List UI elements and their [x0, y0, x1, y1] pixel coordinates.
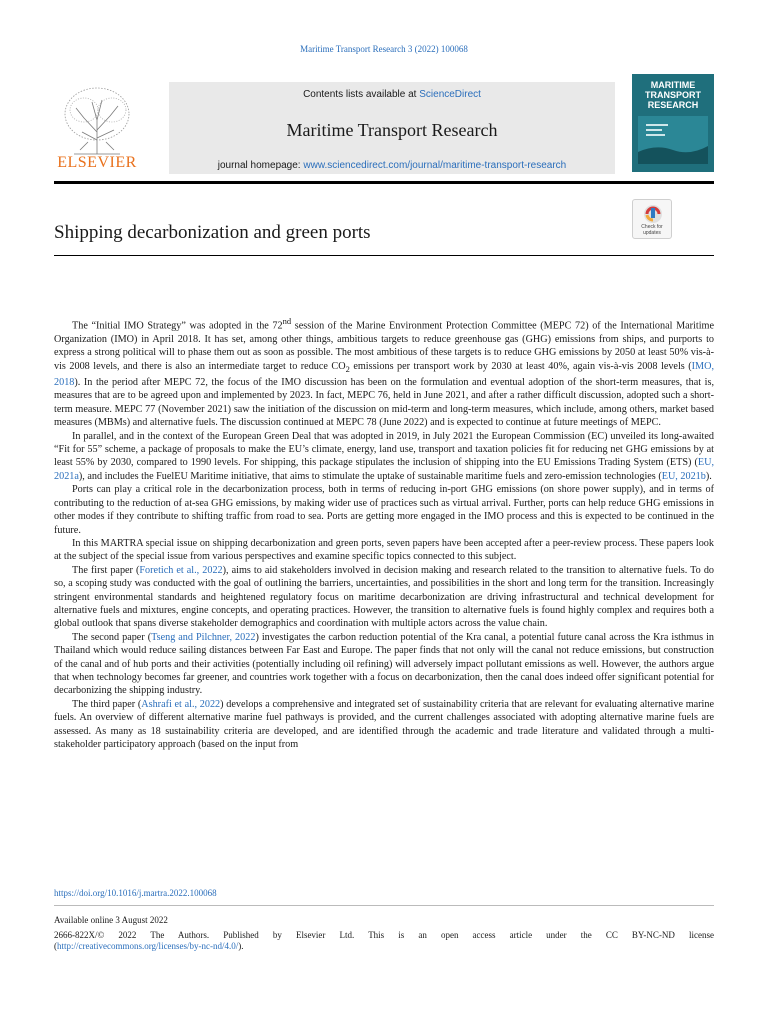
- title-rule: [54, 255, 714, 256]
- ref-foretich-link[interactable]: Foretich et al., 2022: [139, 564, 223, 576]
- journal-banner: [169, 82, 615, 174]
- ref-imo-2018-link[interactable]: IMO, 2018: [54, 360, 715, 389]
- ref-tseng-link[interactable]: Tseng and Pilchner, 2022: [151, 631, 256, 643]
- article-title: Shipping decarbonization and green ports: [54, 222, 371, 243]
- journal-homepage-link[interactable]: www.sciencedirect.com/journal/maritime-transport-research: [303, 160, 567, 171]
- check-updates-label: Check for updates: [641, 224, 663, 236]
- ref-ashrafi-link[interactable]: Ashrafi et al., 2022: [141, 698, 221, 710]
- journal-citation[interactable]: Maritime Transport Research 3 (2022) 100068: [300, 44, 468, 54]
- paragraph-5: The first paper (Foretich et al., 2022), aims to aid stakeholders involved in decision making and research related to the transition to alternative fuels. To do so, a scoping study was conducted with the goal of outlining the barriers, uncertainties, and possibilities in the short and long term for the transition. Increasingly stringent environmental standards and heightened regulatory focus on maritime decarbonization are driving infrastructural and technical development for alternative fuels and mixtures, engine concepts, and operating practices. However, the transition to alternative fuels is found highly complex and requires both a global outlook that spans diverse stakeholder demographics and coordination with multiple actors across the value chain.: [54, 564, 715, 630]
- license-text: 2666-822X/© 2022 The Authors. Published by Elsevier Ltd. This is an open access article under the CC BY-NC-ND license: [54, 930, 714, 940]
- paragraph-7: The third paper (Ashrafi et al., 2022) develops a comprehensive and integrated set of sustainability criteria that are relevant for evaluating alternative marine fuels. An overview of different alternative marine fuel pathways is provided, and the current challenges associated with adopting alternative marine fuels are assessed. As many as 18 sustainability criteria are developed, and are identified through the academic and trade literature and validated through a multi-stakeholder participatory approach (based on the input from: [54, 698, 714, 751]
- paragraph-6: The second paper (Tseng and Pilchner, 2022) investigates the carbon reduction potential of the Kra canal, a potential future canal across the Kra isthmus in Thailand which would reduce sailing distances between Far East and Europe. The paper finds that not only will the canal not reduce emissions, but construction of the canal and of hub ports and their activities (potentially including oil refining) will adversely impact pollutant emissions as well. However, the authors argue that when technology becomes far greener, and countries work together with a focus on decarbonization, then the canal does indeed offer significant potential for decarbonizing the shipping industry.: [54, 631, 714, 697]
- license-url-link[interactable]: http://creativecommons.org/licenses/by-nc-nd/4.0/: [57, 941, 239, 951]
- cover-title: MARITIME TRANSPORT RESEARCH: [645, 80, 701, 110]
- check-for-updates-button[interactable]: [632, 199, 672, 239]
- homepage-line: [169, 160, 615, 171]
- journal-title: Maritime Transport Research: [286, 120, 498, 140]
- publisher-logo-text[interactable]: ELSEVIER: [57, 154, 137, 171]
- license-line: (http://creativecommons.org/licenses/by-nc-nd/4.0/).: [54, 941, 244, 951]
- footer-rule: [54, 905, 714, 906]
- paragraph-4: In this MARTRA special issue on shipping decarbonization and green ports, seven papers have been accepted after a peer-review process. These papers look at the subject of the special issue from various perspectives and examine specific topics connected to this subject.: [54, 537, 714, 563]
- header-rule: [54, 181, 714, 184]
- article-body: [54, 315, 714, 751]
- paragraph-3: Ports can play a critical role in the decarbonization process, both in terms of reducing in-port GHG emissions (on shore power supply), and in terms of contributing to the reduction of at-sea GHG emissions, by making wider use of practices such as virtual arrival. Further, ports can help reduce GHG emissions in other modes if they contribute to shifting traffic from road to sea. Ports are getting more engaged in the IMO process and this is expected to be continued in the future.: [54, 484, 714, 536]
- journal-header: [54, 76, 714, 184]
- doi-link[interactable]: https://doi.org/10.1016/j.martra.2022.100068: [54, 888, 217, 898]
- sciencedirect-link[interactable]: ScienceDirect: [419, 89, 481, 100]
- cover-art-icon: [638, 116, 708, 164]
- contents-prefix: Contents lists available at: [303, 89, 420, 100]
- available-online: Available online 3 August 2022: [54, 915, 168, 925]
- journal-cover[interactable]: [632, 74, 714, 172]
- homepage-prefix: journal homepage:: [217, 160, 304, 171]
- paragraph-1: The “Initial IMO Strategy” was adopted in the 72nd session of the Marine Environment Protection Committee (MEPC 72) of the International Maritime Organization (IMO) in April 2018. It has set, among other things, ambitious targets to reduce greenhouse gas (GHG) emissions from ships, and purports to express a strong political will to phase them out as soon as possible. The most ambitious of these targets is to reduce GHG emissions by 2050 at least 50% vis-à-vis 2008 levels, and there is also an intermediate target to reduce $CO_2$ emissions per transport work by 2030 at least 40%, again vis-à-vis 2008 levels (IMO, 2018). In the period after MEPC 72, the focus of the IMO discussion has been on the formulation and eventual adoption of the short-term measures, that is, measures that are to be agreed upon and implemented by 2023. In fact, MEPC 76, held in June 2021, and after a rather difficult discussion, adopted such a short-term measure. MEPC 77 (November 2021) saw the initiation of the discussion on mid-term and long-term measures, which include, among others, market based measures (MBMs) and alternative fuels. The discussion continued at MEPC 78 (June 2022) and is expected to continue at future meetings of MEPC.: [54, 316, 715, 429]
- contents-line: [169, 89, 615, 100]
- ref-eu-2021b-link[interactable]: EU, 2021b: [661, 470, 706, 482]
- ref-eu-2021a-link[interactable]: EU, 2021a: [54, 457, 714, 482]
- paragraph-2: In parallel, and in the context of the European Green Deal that was adopted in 2019, in July 2021 the European Commission (EC) unveiled its long-awaited “Fit for 55” scheme, a package of proposals to make the EU’s climate, energy, land use, transport and taxation policies fit for reducing net GHG emissions by at least 55% by 2030, compared to 1990 levels. For shipping, this package stipulates the inclusion of shipping into the EU Emissions Trading System (ETS) (EU, 2021a), and includes the FuelEU Maritime initiative, that aims to stimulate the uptake of sustainable maritime fuels and zero-emission technologies (EU, 2021b).: [54, 430, 714, 482]
